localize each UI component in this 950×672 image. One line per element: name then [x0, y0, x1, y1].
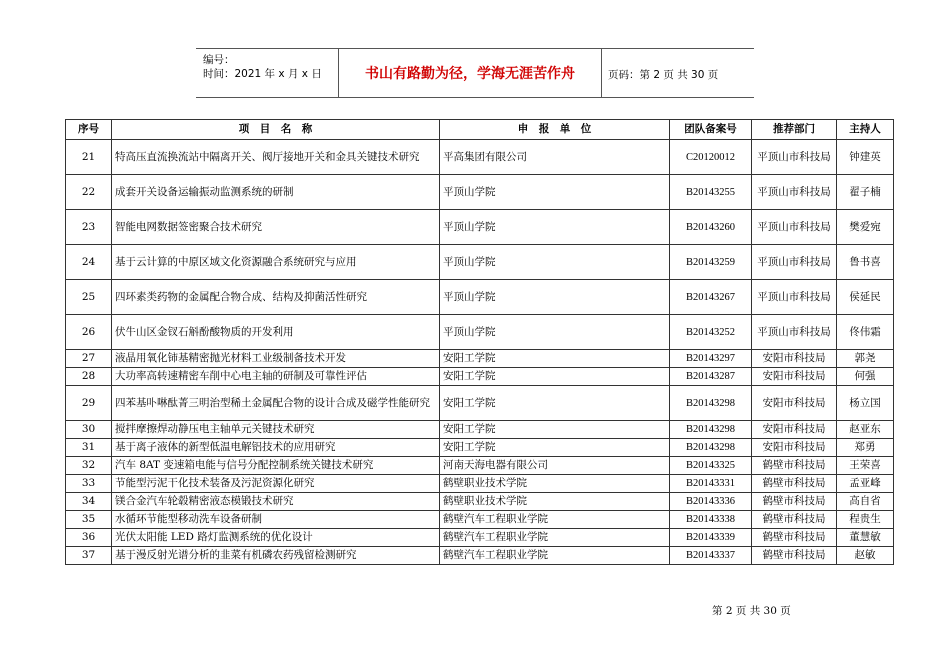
row-dept: 鹤壁市科技局 [752, 475, 837, 493]
row-dept: 安阳市科技局 [752, 439, 837, 457]
row-unit: 安阳工学院 [440, 421, 670, 439]
table-row [66, 210, 894, 245]
row-project: 水循环节能型移动洗车设备研制 [112, 511, 440, 529]
row-no: 22 [66, 175, 112, 210]
row-code: B20143252 [670, 315, 752, 350]
row-project: 基于离子液体的新型低温电解铝技术的应用研究 [112, 439, 440, 457]
table-row [66, 245, 894, 280]
header-divider [601, 49, 602, 97]
row-project: 镁合金汽车轮毂精密液态模锻技术研究 [112, 493, 440, 511]
row-unit: 鹤壁职业技术学院 [440, 475, 670, 493]
row-dept: 鹤壁市科技局 [752, 547, 837, 565]
column-header-code: 团队备案号 [670, 120, 752, 140]
row-project: 伏牛山区金钗石斛酚酸物质的开发利用 [112, 315, 440, 350]
row-code: B20143298 [670, 386, 752, 421]
row-code: B20143336 [670, 493, 752, 511]
row-project: 智能电网数据签密聚合技术研究 [112, 210, 440, 245]
row-project: 四苯基卟啉酞菁三明治型稀土金属配合物的设计合成及磁学性能研究 [112, 386, 440, 421]
row-dept: 安阳市科技局 [752, 421, 837, 439]
row-host: 何强 [837, 368, 894, 386]
row-host: 郭尧 [837, 350, 894, 368]
row-code: B20143260 [670, 210, 752, 245]
row-dept: 平顶山市科技局 [752, 315, 837, 350]
column-header-no: 序号 [66, 120, 112, 140]
row-code: B20143325 [670, 457, 752, 475]
header-meta [196, 49, 338, 97]
document-header [196, 48, 754, 98]
row-host: 赵亚东 [837, 421, 894, 439]
row-code: B20143287 [670, 368, 752, 386]
row-dept: 鹤壁市科技局 [752, 493, 837, 511]
row-host: 董慧敏 [837, 529, 894, 547]
row-project: 基于云计算的中原区域文化资源融合系统研究与应用 [112, 245, 440, 280]
row-no: 26 [66, 315, 112, 350]
row-unit: 平顶山学院 [440, 315, 670, 350]
row-code: B20143298 [670, 421, 752, 439]
table-row [66, 386, 894, 421]
row-project: 搅拌摩擦焊动静压电主轴单元关键技术研究 [112, 421, 440, 439]
table-row [66, 457, 894, 475]
project-table [65, 119, 894, 565]
table-row [66, 280, 894, 315]
row-no: 28 [66, 368, 112, 386]
row-code: B20143337 [670, 547, 752, 565]
row-host: 鲁书喜 [837, 245, 894, 280]
row-host: 翟子楠 [837, 175, 894, 210]
row-project: 汽车 8AT 变速箱电能与信号分配控制系统关键技术研究 [112, 457, 440, 475]
table-row [66, 140, 894, 175]
row-unit: 平顶山学院 [440, 175, 670, 210]
row-unit: 安阳工学院 [440, 439, 670, 457]
row-no: 27 [66, 350, 112, 368]
row-no: 35 [66, 511, 112, 529]
row-project: 成套开关设备运输振动监测系统的研制 [112, 175, 440, 210]
row-no: 36 [66, 529, 112, 547]
table-header-row [66, 120, 894, 140]
row-code: B20143339 [670, 529, 752, 547]
column-header-project: 项 目 名 称 [112, 120, 440, 140]
row-code: B20143298 [670, 439, 752, 457]
row-host: 杨立国 [837, 386, 894, 421]
table-row [66, 493, 894, 511]
row-dept: 平顶山市科技局 [752, 280, 837, 315]
table-row [66, 421, 894, 439]
column-header-unit: 申 报 单 位 [440, 120, 670, 140]
row-dept: 平顶山市科技局 [752, 175, 837, 210]
row-host: 钟建英 [837, 140, 894, 175]
row-no: 25 [66, 280, 112, 315]
table-row [66, 529, 894, 547]
row-dept: 安阳市科技局 [752, 386, 837, 421]
row-dept: 鹤壁市科技局 [752, 457, 837, 475]
row-dept: 平顶山市科技局 [752, 140, 837, 175]
row-project: 大功率高转速精密车削中心电主轴的研制及可靠性评估 [112, 368, 440, 386]
row-code: B20143338 [670, 511, 752, 529]
row-no: 30 [66, 421, 112, 439]
row-unit: 安阳工学院 [440, 368, 670, 386]
row-project: 液晶用氧化铈基精密抛光材料工业级制备技术开发 [112, 350, 440, 368]
header-page-label: 页码：第 2 页 共 30 页 [608, 69, 719, 81]
table-row [66, 511, 894, 529]
row-unit: 鹤壁汽车工程职业学院 [440, 511, 670, 529]
number-label: 编号： [203, 54, 235, 66]
row-no: 33 [66, 475, 112, 493]
table-row [66, 315, 894, 350]
row-unit: 鹤壁职业技术学院 [440, 493, 670, 511]
row-code: B20143259 [670, 245, 752, 280]
page-footer: 第 2 页 共 30 页 [712, 605, 791, 617]
row-no: 29 [66, 386, 112, 421]
row-project: 基于漫反射光谱分析的韭菜有机磷农药残留检测研究 [112, 547, 440, 565]
row-project: 节能型污泥干化技术装备及污泥资源化研究 [112, 475, 440, 493]
row-code: B20143331 [670, 475, 752, 493]
row-no: 23 [66, 210, 112, 245]
row-code: B20143267 [670, 280, 752, 315]
row-dept: 鹤壁市科技局 [752, 511, 837, 529]
table-row [66, 475, 894, 493]
row-host: 佟伟霜 [837, 315, 894, 350]
column-header-dept: 推荐部门 [752, 120, 837, 140]
row-unit: 鹤壁汽车工程职业学院 [440, 529, 670, 547]
table-row [66, 368, 894, 386]
row-host: 孟亚峰 [837, 475, 894, 493]
column-header-host: 主持人 [837, 120, 894, 140]
row-project: 特高压直流换流站中隔离开关、阀厅接地开关和金具关键技术研究 [112, 140, 440, 175]
row-no: 21 [66, 140, 112, 175]
row-no: 31 [66, 439, 112, 457]
row-host: 王荣喜 [837, 457, 894, 475]
table-row [66, 350, 894, 368]
row-unit: 平顶山学院 [440, 210, 670, 245]
row-dept: 安阳市科技局 [752, 368, 837, 386]
row-project: 光伏太阳能 LED 路灯监测系统的优化设计 [112, 529, 440, 547]
row-unit: 安阳工学院 [440, 350, 670, 368]
row-host: 赵敏 [837, 547, 894, 565]
row-host: 郑勇 [837, 439, 894, 457]
row-no: 32 [66, 457, 112, 475]
table-row [66, 547, 894, 565]
row-no: 34 [66, 493, 112, 511]
row-project: 四环素类药物的金属配合物合成、结构及抑菌活性研究 [112, 280, 440, 315]
row-unit: 平高集团有限公司 [440, 140, 670, 175]
row-no: 37 [66, 547, 112, 565]
table-row [66, 175, 894, 210]
header-motto: 书山有路勤为径，学海无涯苦作舟 [365, 66, 575, 82]
row-no: 24 [66, 245, 112, 280]
row-dept: 平顶山市科技局 [752, 245, 837, 280]
row-dept: 鹤壁市科技局 [752, 529, 837, 547]
row-code: B20143255 [670, 175, 752, 210]
row-host: 侯延民 [837, 280, 894, 315]
row-host: 程贵生 [837, 511, 894, 529]
row-unit: 平顶山学院 [440, 245, 670, 280]
row-unit: 河南天海电器有限公司 [440, 457, 670, 475]
row-dept: 平顶山市科技局 [752, 210, 837, 245]
row-code: C20120012 [670, 140, 752, 175]
row-host: 高自省 [837, 493, 894, 511]
row-unit: 安阳工学院 [440, 386, 670, 421]
table-row [66, 439, 894, 457]
row-host: 樊爱宛 [837, 210, 894, 245]
row-code: B20143297 [670, 350, 752, 368]
time-label: 时间：2021 年 x 月 x 日 [203, 68, 322, 80]
row-unit: 鹤壁汽车工程职业学院 [440, 547, 670, 565]
row-dept: 安阳市科技局 [752, 350, 837, 368]
row-unit: 平顶山学院 [440, 280, 670, 315]
